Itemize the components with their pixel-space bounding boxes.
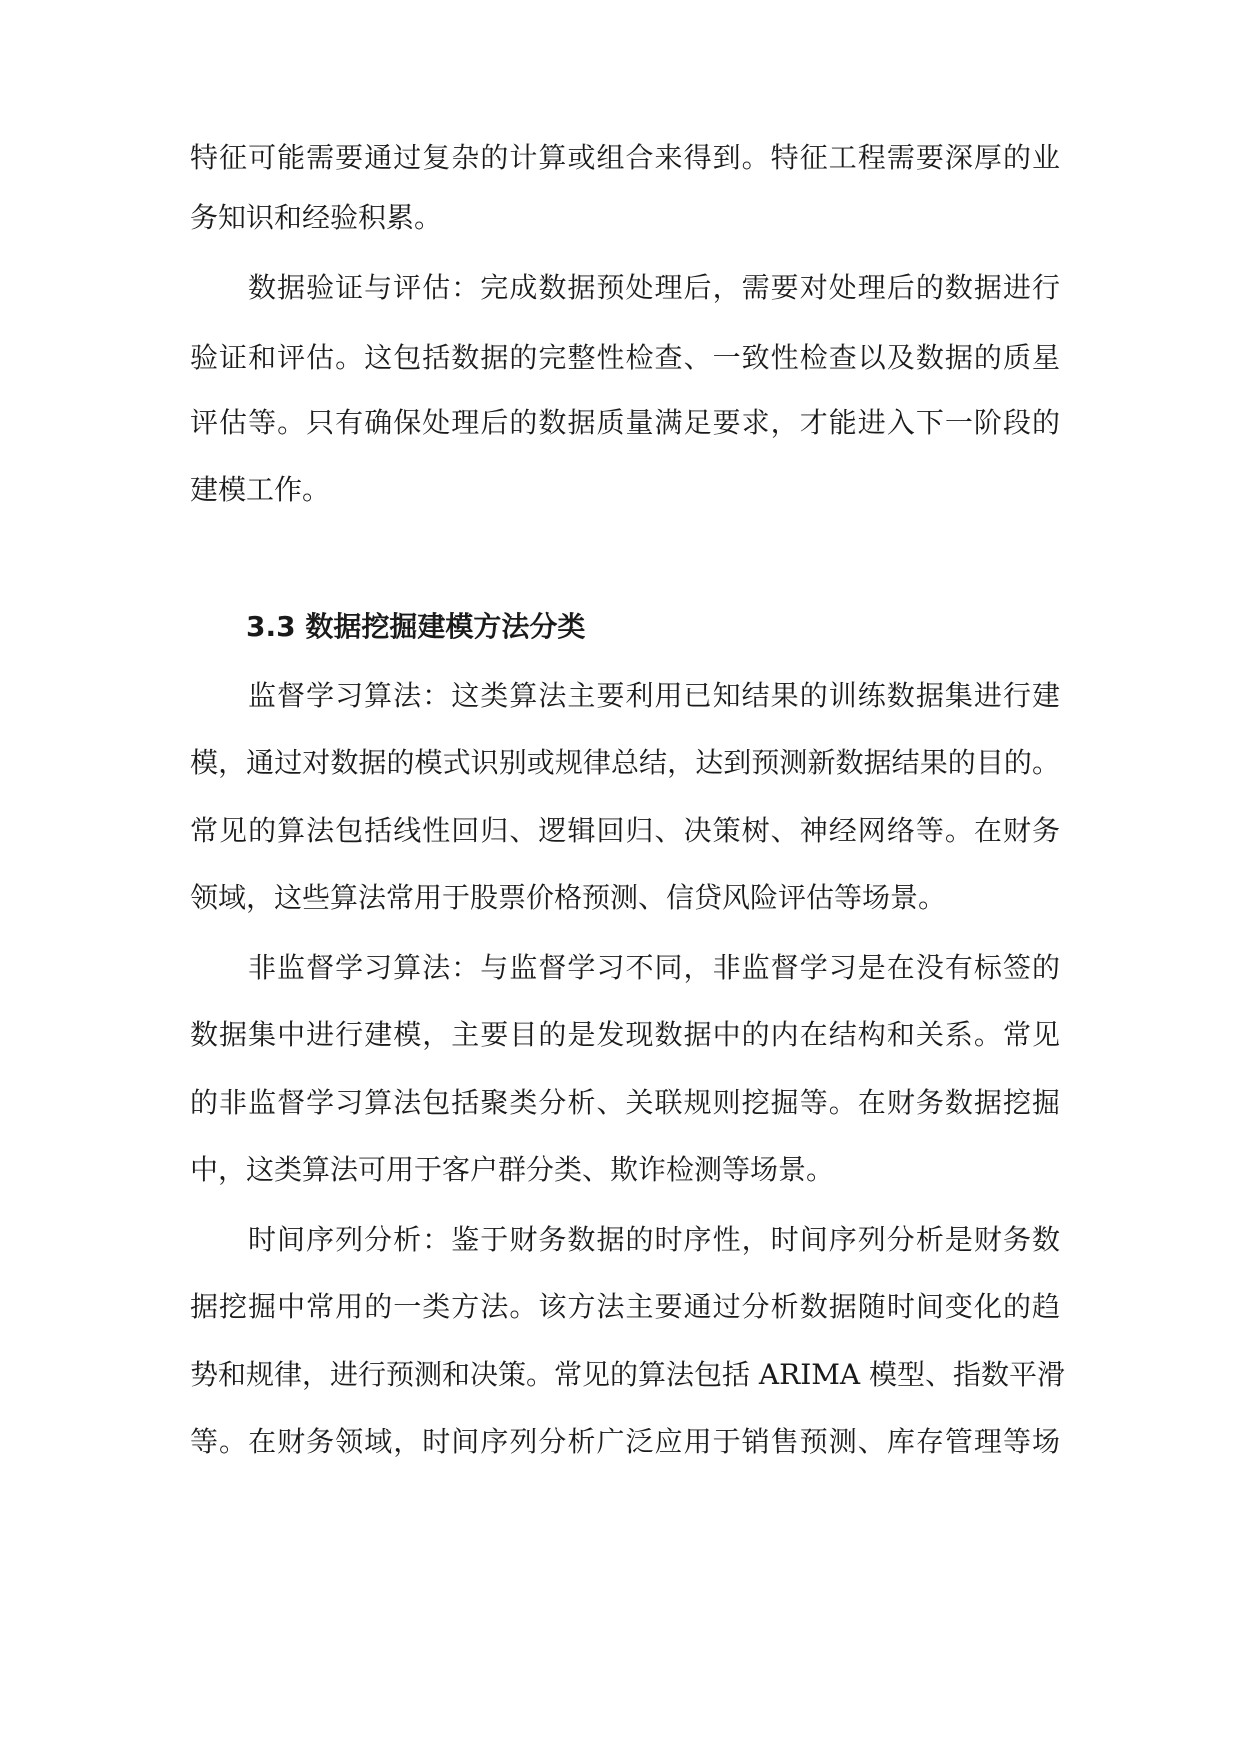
text-line: 势和规律，进行预测和决策。常见的算法包括 ARIMA 模型、指数平滑 (190, 1358, 1066, 1391)
text-line: 务知识和经验积累。 (190, 201, 443, 234)
section-heading (246, 607, 585, 647)
text-line: 中，这类算法可用于客户群分类、欺诈检测等场景。 (190, 1153, 835, 1186)
text-line: 等。在财务领域，时间序列分析广泛应用于销售预测、库存管理等场 (190, 1425, 1060, 1458)
text-line: 常见的算法包括线性回归、逻辑回归、决策树、神经网络等。在财务 (190, 814, 1060, 847)
text-line: 特征可能需要通过复杂的计算或组合来得到。特征工程需要深厚的业 (190, 141, 1060, 174)
text-line: 领域，这些算法常用于股票价格预测、信贷风险评估等场景。 (190, 881, 947, 914)
text-line: 非监督学习算法：与监督学习不同，非监督学习是在没有标签的 (248, 951, 1060, 984)
text-line: 监督学习算法：这类算法主要利用已知结果的训练数据集进行建 (248, 679, 1060, 712)
text-line: 据挖掘中常用的一类方法。该方法主要通过分析数据随时间变化的趋 (190, 1290, 1060, 1323)
text-line: 时间序列分析：鉴于财务数据的时序性，时间序列分析是财务数 (248, 1223, 1060, 1256)
section-number: 3.3 (246, 610, 296, 643)
section-title: 数据挖掘建模方法分类 (305, 610, 586, 643)
text-line: 数据验证与评估：完成数据预处理后，需要对处理后的数据进行 (248, 271, 1060, 304)
text-line: 评估等。只有确保处理后的数据质量满足要求，才能进入下一阶段的 (190, 406, 1060, 439)
text-line: 数据集中进行建模，主要目的是发现数据中的内在结构和关系。常见 (190, 1018, 1060, 1051)
text-line: 验证和评估。这包括数据的完整性检查、一致性检查以及数据的质星 (190, 341, 1060, 374)
text-line: 的非监督学习算法包括聚类分析、关联规则挖掘等。在财务数据挖掘 (190, 1086, 1060, 1119)
text-line: 模，通过对数据的模式识别或规律总结，达到预测新数据结果的目的。 (190, 746, 1060, 779)
text-line: 建模工作。 (190, 473, 331, 506)
